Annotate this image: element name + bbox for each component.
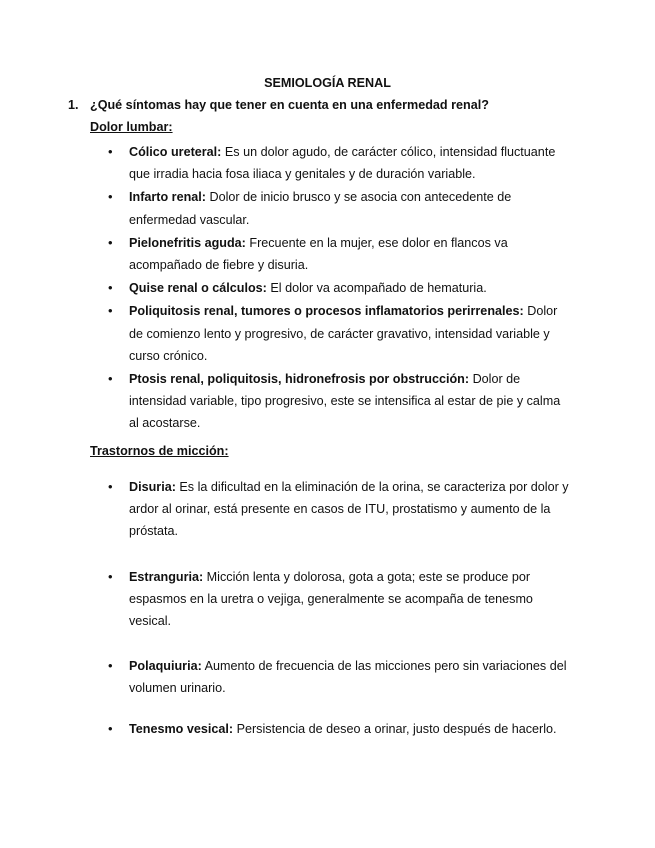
list-item-term: Cólico ureteral: xyxy=(129,145,222,159)
list-item xyxy=(0,186,569,230)
list-item-term: Ptosis renal, poliquitosis, hidronefrosis por obstrucción: xyxy=(129,372,470,387)
list-item-term: Infarto renal: xyxy=(129,190,206,205)
list-item-text: Aumento de frecuencia de las micciones pero sin variaciones del volumen urinario. xyxy=(129,659,567,696)
list-item xyxy=(0,277,569,299)
question-text: ¿Qué síntomas hay que tener en cuenta en una enfermedad renal? xyxy=(90,98,489,112)
list-item-text: Es un dolor agudo, de carácter cólico, intensidad fluctuante que irradia hacia fosa iliaca y genitales y de duración variable. xyxy=(129,145,556,182)
list-item-term: Polaquiuria: xyxy=(129,659,202,674)
list-item xyxy=(0,141,569,185)
trastornos-miccion-list xyxy=(0,476,655,740)
list-item-text: Persistencia de deseo a orinar, justo después de hacerlo. xyxy=(233,721,557,736)
list-item-text: El dolor va acompañado de hematuria. xyxy=(266,281,487,296)
list-item-text: Es la dificultad en la eliminación de la orina, se caracteriza por dolor y ardor al orinar, está presente en casos de ITU, prostatismo y aumento de la próstata. xyxy=(129,480,569,539)
list-item-term: Quise renal o cálculos: xyxy=(129,281,267,296)
list-item xyxy=(0,232,569,276)
question-1 xyxy=(68,98,489,112)
list-item xyxy=(0,655,569,699)
document-title: SEMIOLOGÍA RENAL xyxy=(264,76,391,90)
list-item xyxy=(0,718,569,740)
question-number: 1. xyxy=(68,98,79,112)
list-item-text: Micción lenta y dolorosa, gota a gota; este se produce por espasmos en la uretra o vejiga, generalmente se acompaña de tenesmo vesical. xyxy=(129,569,533,629)
list-item-term: Estranguria: xyxy=(129,569,204,584)
section-heading-dolor-lumbar: Dolor lumbar: xyxy=(90,120,173,134)
list-item-text: Dolor de comienzo lento y progresivo, de carácter gravativo, intensidad variable y curso crónico. xyxy=(129,304,558,363)
list-item xyxy=(0,300,569,367)
list-item xyxy=(0,476,569,543)
dolor-lumbar-list xyxy=(0,141,655,435)
list-item-text: Dolor de inicio brusco y se asocia con antecedente de enfermedad vascular. xyxy=(129,190,512,227)
list-item-term: Disuria: xyxy=(129,480,176,494)
list-item-term: Tenesmo vesical: xyxy=(129,721,234,736)
section-heading-trastornos-miccion: Trastornos de micción: xyxy=(90,444,229,458)
list-item xyxy=(0,566,569,633)
list-item-term: Poliquitosis renal, tumores o procesos inflamatorios perirrenales: xyxy=(129,304,524,319)
list-item-text: Frecuente en la mujer, ese dolor en flancos va acompañado de fiebre y disuria. xyxy=(129,235,508,273)
list-item-term: Pielonefritis aguda: xyxy=(129,235,246,250)
list-item-text: Dolor de intensidad variable, tipo progresivo, este se intensifica al estar de pie y calma al acostarse. xyxy=(129,372,561,431)
list-item xyxy=(0,368,569,435)
